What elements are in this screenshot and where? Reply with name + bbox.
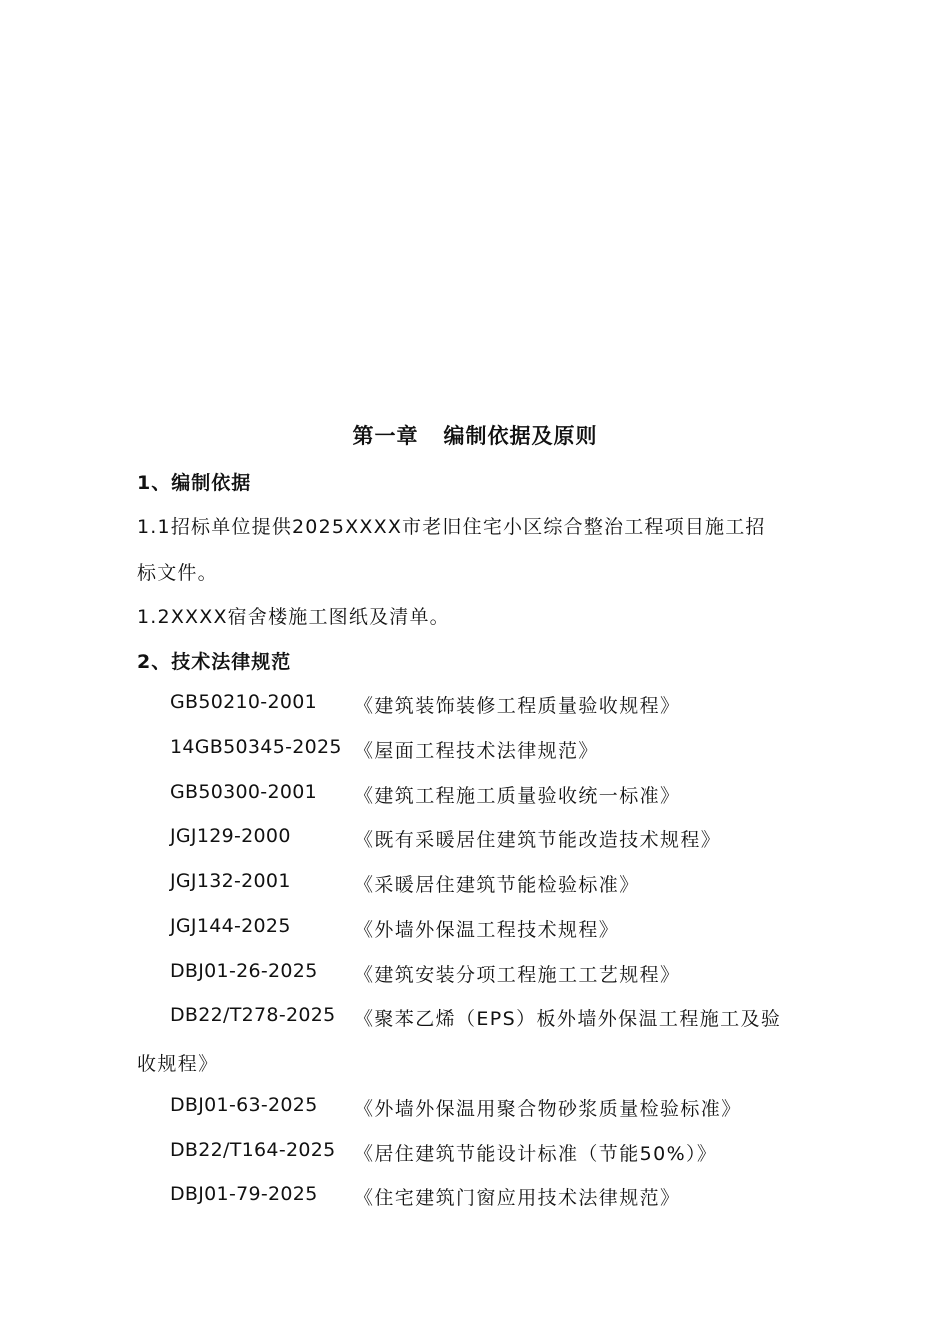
chapter-title: 第一章 编制依据及原则 — [352, 424, 598, 448]
standard-title: 《建筑工程施工质量验收统一标准》 — [354, 785, 681, 807]
section-heading-standards: 2、技术法律规范 — [137, 651, 292, 673]
standard-code: DBJ01-26-2025 — [170, 960, 318, 982]
standard-title: 《采暖居住建筑节能检验标准》 — [354, 874, 640, 896]
standard-code: JGJ129-2000 — [170, 825, 291, 847]
standard-title: 《聚苯乙烯（EPS）板外墙外保温工程施工及验 — [354, 1008, 782, 1030]
standard-code: DBJ01-63-2025 — [170, 1094, 318, 1116]
standard-title: 《建筑装饰装修工程质量验收规程》 — [354, 695, 681, 717]
standard-code: JGJ144-2025 — [170, 915, 291, 937]
section-heading-basis: 1、编制依据 — [137, 472, 252, 494]
basis-item-1-line-1: 1.1招标单位提供2025XXXX市老旧住宅小区综合整治工程项目施工招 — [137, 516, 766, 538]
standard-code: GB50210-2001 — [170, 691, 318, 713]
standard-title: 《居住建筑节能设计标准（节能50%）》 — [354, 1143, 718, 1165]
standard-title: 《住宅建筑门窗应用技术法律规范》 — [354, 1187, 681, 1209]
standard-code: DB22/T164-2025 — [170, 1139, 336, 1161]
standard-title: 《建筑安装分项工程施工工艺规程》 — [354, 964, 681, 986]
standard-title: 《既有采暖居住建筑节能改造技术规程》 — [354, 829, 722, 851]
standard-title-continuation: 收规程》 — [137, 1053, 219, 1075]
standard-code: 14GB50345-2025 — [170, 736, 342, 758]
standard-code: JGJ132-2001 — [170, 870, 291, 892]
standard-code: DB22/T278-2025 — [170, 1004, 336, 1026]
standard-code: GB50300-2001 — [170, 781, 318, 803]
standard-title: 《外墙外保温用聚合物砂浆质量检验标准》 — [354, 1098, 742, 1120]
basis-item-1-line-2: 标文件。 — [137, 562, 218, 584]
standard-title: 《屋面工程技术法律规范》 — [354, 740, 599, 762]
standard-title: 《外墙外保温工程技术规程》 — [354, 919, 620, 941]
standard-code: DBJ01-79-2025 — [170, 1183, 318, 1205]
basis-item-2: 1.2XXXX宿舍楼施工图纸及清单。 — [137, 606, 450, 628]
